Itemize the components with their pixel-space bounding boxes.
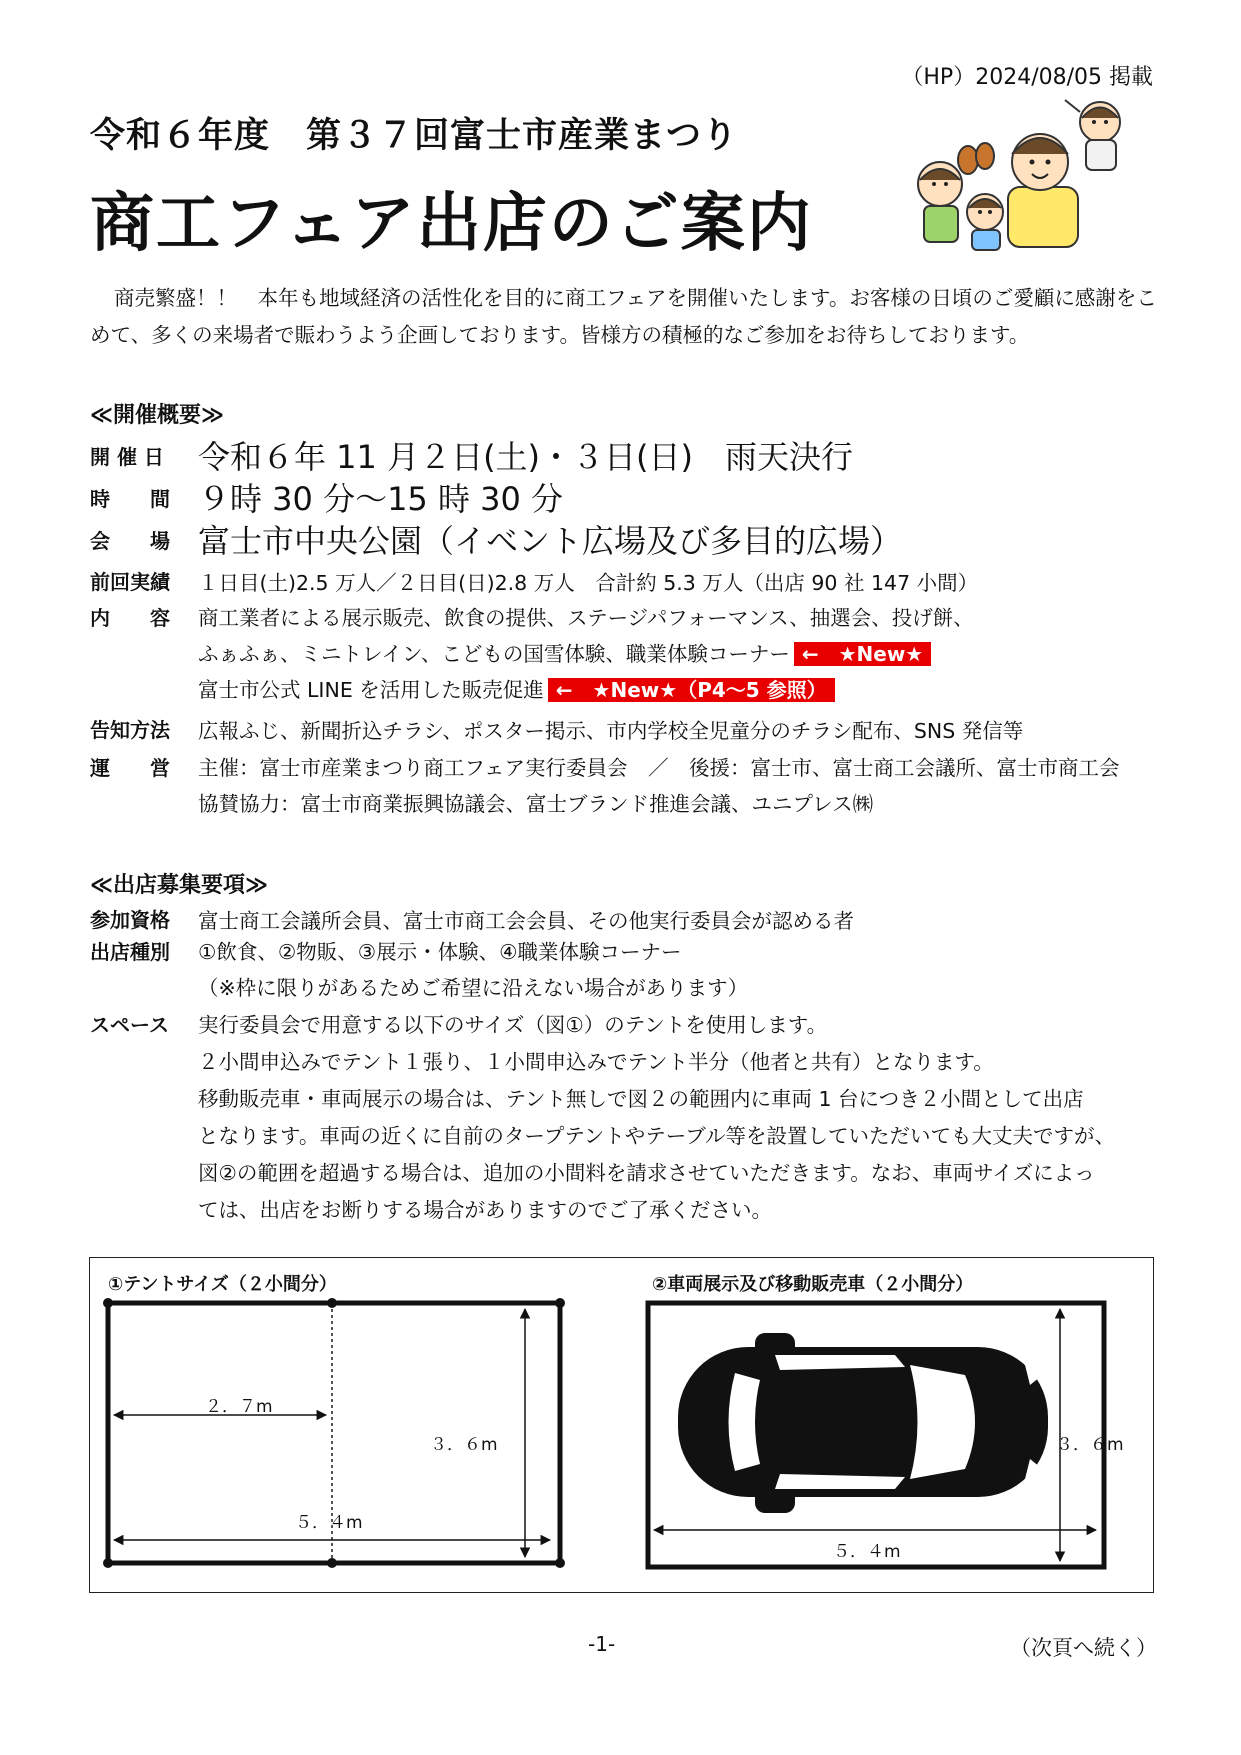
space-line: 図②の範囲を超過する場合は、追加の小間料を請求させていただきます。なお、車両サイズによっ bbox=[198, 1161, 1095, 1185]
qualification-value: 富士商工会議所会員、富士市商工会会員、その他実行委員会が認める者 bbox=[198, 909, 854, 933]
venue-value: 富士市中央公園（イベント広場及び多目的広場） bbox=[198, 522, 903, 560]
recruit-heading: ≪出店募集要項≫ bbox=[90, 873, 269, 898]
family-illustration bbox=[890, 92, 1150, 252]
qualification-row bbox=[90, 904, 854, 934]
content-line-3-text: 富士市公式 LINE を活用した販売促進 bbox=[198, 678, 544, 702]
time-value: ９時 30 分～15 時 30 分 bbox=[198, 480, 564, 518]
tent-diagram-title: ①テントサイズ（２小間分） bbox=[108, 1274, 337, 1295]
organizer-line-2: 協賛協力：富士市商業振興協議会、富士ブランド推進会議、ユニプレス㈱ bbox=[198, 792, 874, 816]
previous-results-row bbox=[90, 566, 978, 596]
content-label: 内 容 bbox=[90, 606, 170, 630]
content-row bbox=[90, 600, 974, 708]
organizer-row bbox=[90, 750, 1119, 822]
space-line: 実行委員会で用意する以下のサイズ（図①）のテントを使用します。 bbox=[198, 1013, 828, 1037]
new-badge: ← ★New★ bbox=[794, 642, 931, 666]
space-line: ては、出店をお断りする場合がありますのでご了承ください。 bbox=[198, 1198, 772, 1222]
content-line-2-text: ふぁふぁ、ミニトレイン、こどもの国雪体験、職業体験コーナー bbox=[198, 642, 790, 666]
space-line: 移動販売車・車両展示の場合は、テント無しで図２の範囲内に車両 1 台につき２小間として出店 bbox=[198, 1087, 1084, 1111]
booth-type-line-1: ①飲食、②物販、③展示・体験、④職業体験コーナー bbox=[198, 940, 682, 964]
space-line: となります。車両の近くに自前のタープテントやテーブル等を設置していただいても大丈夫ですが、 bbox=[198, 1124, 1115, 1148]
publicity-label: 告知方法 bbox=[90, 718, 170, 742]
date-value: 令和６年 11 月２日(土)・３日(日) 雨天決行 bbox=[198, 438, 854, 476]
space-row bbox=[90, 1007, 1115, 1229]
content-line-3 bbox=[198, 672, 974, 708]
booth-type-row bbox=[90, 934, 748, 1006]
publicity-row bbox=[90, 714, 1023, 744]
event-date-row bbox=[90, 432, 853, 478]
tent-width-label: ５．４m bbox=[295, 1513, 363, 1533]
content-line-2 bbox=[198, 636, 974, 672]
previous-value: １日目(土)2.5 万人／２日目(日)2.8 万人 合計約 5.3 万人（出店 90 社 147 小間） bbox=[198, 571, 979, 595]
qualification-label: 参加資格 bbox=[90, 908, 170, 932]
tent-half-width-label: ２．７m bbox=[205, 1397, 273, 1417]
publicity-value: 広報ふじ、新聞折込チラシ、ポスター掲示、市内学校全児童分のチラシ配布、SNS 発信等 bbox=[198, 719, 1024, 743]
organizer-label: 運 営 bbox=[90, 756, 170, 780]
tent-depth-label: ３．６m bbox=[430, 1435, 498, 1455]
overview-heading: ≪開催概要≫ bbox=[90, 403, 225, 428]
time-label: 時 間 bbox=[90, 486, 170, 511]
booth-type-label: 出店種別 bbox=[90, 940, 170, 964]
page-number: -1- bbox=[588, 1632, 616, 1656]
vehicle-diagram-title: ②車両展示及び移動販売車（２小間分） bbox=[652, 1274, 974, 1295]
car-icon bbox=[678, 1333, 1048, 1513]
page-title: 商工フェア出店のご案内 bbox=[90, 187, 813, 261]
space-line: ２小間申込みでテント１張り、１小間申込みでテント半分（他者と共有）となります。 bbox=[198, 1050, 994, 1074]
posted-date: （HP）2024/08/05 掲載 bbox=[901, 65, 1153, 90]
tent-diagram bbox=[100, 1295, 570, 1585]
venue-label: 会 場 bbox=[90, 528, 170, 553]
vehicle-depth-label: ３．６m bbox=[1056, 1435, 1124, 1455]
booth-type-line-2: （※枠に限りがあるためご希望に沿えない場合があります） bbox=[198, 976, 749, 1000]
vehicle-width-label: ５．４m bbox=[833, 1542, 901, 1562]
event-venue-row bbox=[90, 516, 902, 562]
new-badge-line: ← ★New★（P4～5 参照） bbox=[548, 678, 835, 702]
continued-note: （次頁へ続く） bbox=[1010, 1636, 1157, 1660]
intro-text: 商売繁盛！！ 本年も地域経済の活性化を目的に商工フェアを開催いたします。お客様の日頃のご愛顧に感謝をこめて、多くの来場者で賑わうよう企画しております。皆様方の積極的なご参加をお待ちしております。 bbox=[90, 286, 1157, 347]
previous-label: 前回実績 bbox=[90, 570, 170, 594]
content-line-1: 商工業者による展示販売、飲食の提供、ステージパフォーマンス、抽選会、投げ餅、 bbox=[198, 606, 974, 630]
space-label: スペース bbox=[90, 1013, 169, 1037]
event-subtitle: 令和６年度 第３７回富士市産業まつり bbox=[90, 116, 739, 156]
organizer-line-1: 主催：富士市産業まつり商工フェア実行委員会 ／ 後援：富士市、富士商工会議所、富士市商工会 bbox=[198, 756, 1120, 780]
event-time-row bbox=[90, 474, 563, 520]
date-label: 開 催 日 bbox=[90, 444, 164, 469]
